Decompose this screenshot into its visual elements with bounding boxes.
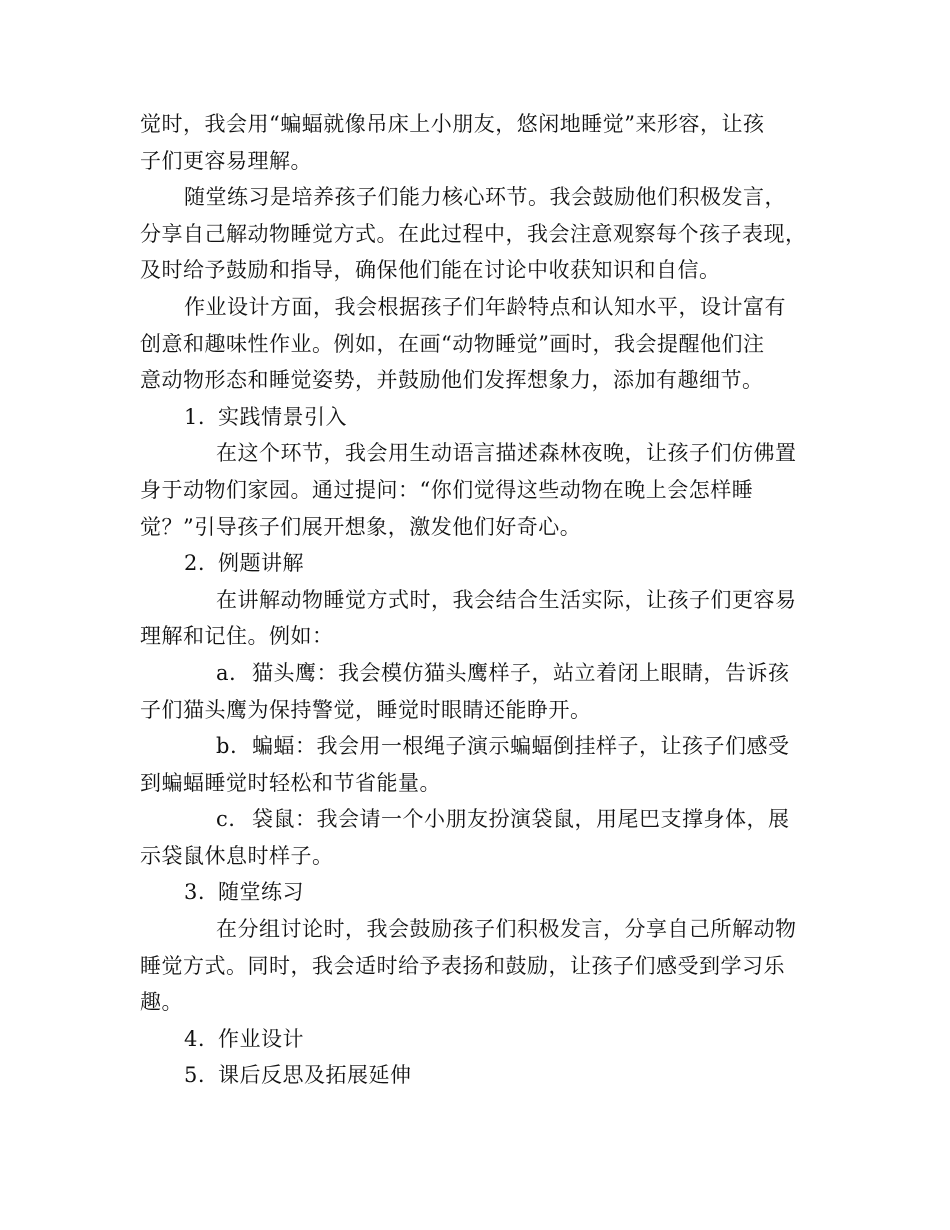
text-line — [140, 801, 808, 838]
sub-item-owl — [140, 655, 808, 728]
text-line: 在这个环节，我会用生动语言描述森林夜晚，让孩子们仿佛置 — [216, 441, 797, 466]
list-number: 5. — [184, 1063, 206, 1088]
heading-text: 例题讲解 — [218, 551, 304, 576]
heading-line — [140, 1021, 808, 1058]
sub-item-text: 袋鼠：我会请一个小朋友扮演袋鼠，用尾巴支撑身体，展 — [252, 807, 790, 832]
paragraph-scenario — [140, 435, 808, 545]
heading-text: 作业设计 — [218, 1026, 304, 1051]
text-line: 分享自己解动物睡觉方式。在此过程中，我会注意观察每个孩子表现， — [140, 221, 807, 246]
text-line: 子们更容易理解。 — [140, 148, 312, 173]
text-line: 随堂练习是培养孩子们能力核心环节。我会鼓励他们积极发言， — [184, 185, 786, 210]
section-heading-5 — [140, 1057, 808, 1094]
paragraph-homework — [140, 289, 808, 399]
heading-line — [140, 874, 808, 911]
text-line: 及时给予鼓励和指导，确保他们能在讨论中收获知识和自信。 — [140, 258, 721, 283]
heading-text: 实践情景引入 — [218, 404, 347, 429]
list-number: 2. — [184, 551, 206, 576]
text-line: 睡觉方式。同时，我会适时给予表扬和鼓励，让孩子们感受到学习乐 — [140, 953, 785, 978]
text-line: 觉时，我会用“蝙蝠就像吊床上小朋友，悠闲地睡觉”来形容，让孩 — [140, 112, 765, 136]
text-line: 在分组讨论时，我会鼓励孩子们积极发言，分享自己所解动物 — [216, 917, 797, 942]
paragraph-group-discussion — [140, 911, 808, 1021]
paragraph-practice — [140, 179, 808, 289]
text-line: 理解和记住。例如： — [140, 624, 334, 649]
text-line — [140, 655, 808, 692]
text-line: 创意和趣味性作业。例如，在画“动物睡觉”画时，我会提醒他们注 — [140, 331, 765, 356]
document-body — [140, 106, 808, 1094]
heading-line — [140, 399, 808, 436]
text-line: 趣。 — [140, 990, 183, 1015]
sub-item-text: 蝙蝠：我会用一根绳子演示蝙蝠倒挂样子，让孩子们感受 — [252, 734, 790, 759]
list-number: 3. — [184, 880, 206, 905]
sub-item-marker: a. — [216, 660, 237, 685]
text-line: 到蝙蝠睡觉时轻松和节省能量。 — [140, 770, 441, 795]
paragraph-continuation — [140, 106, 808, 179]
heading-line — [140, 545, 808, 582]
sub-item-text: 猫头鹰：我会模仿猫头鹰样子，站立着闭上眼睛，告诉孩 — [252, 660, 790, 685]
sub-item-bat — [140, 728, 808, 801]
section-heading-3 — [140, 874, 808, 911]
list-number: 4. — [184, 1026, 206, 1051]
sub-item-marker: b. — [216, 734, 238, 759]
text-line: 作业设计方面，我会根据孩子们年龄特点和认知水平，设计富有 — [184, 294, 786, 319]
section-heading-4 — [140, 1021, 808, 1058]
sub-item-kangaroo — [140, 801, 808, 874]
sub-item-marker: c. — [216, 807, 236, 832]
text-line: 身于动物们家园。通过提问：“你们觉得这些动物在晚上会怎样睡 — [140, 477, 754, 502]
list-number: 1. — [184, 404, 206, 429]
heading-line — [140, 1057, 808, 1094]
section-heading-2 — [140, 545, 808, 582]
section-heading-1 — [140, 399, 808, 436]
text-line — [140, 728, 808, 765]
text-line: 意动物形态和睡觉姿势，并鼓励他们发挥想象力，添加有趣细节。 — [140, 368, 764, 393]
text-line: 在讲解动物睡觉方式时，我会结合生活实际，让孩子们更容易 — [216, 587, 797, 612]
paragraph-examples — [140, 582, 808, 655]
text-line: 子们猫头鹰为保持警觉，睡觉时眼睛还能睁开。 — [140, 697, 592, 722]
heading-text: 随堂练习 — [218, 880, 304, 905]
heading-text: 课后反思及拓展延伸 — [218, 1063, 412, 1088]
text-line: 觉？”引导孩子们展开想象，激发他们好奇心。 — [140, 514, 582, 539]
text-line: 示袋鼠休息时样子。 — [140, 843, 334, 868]
